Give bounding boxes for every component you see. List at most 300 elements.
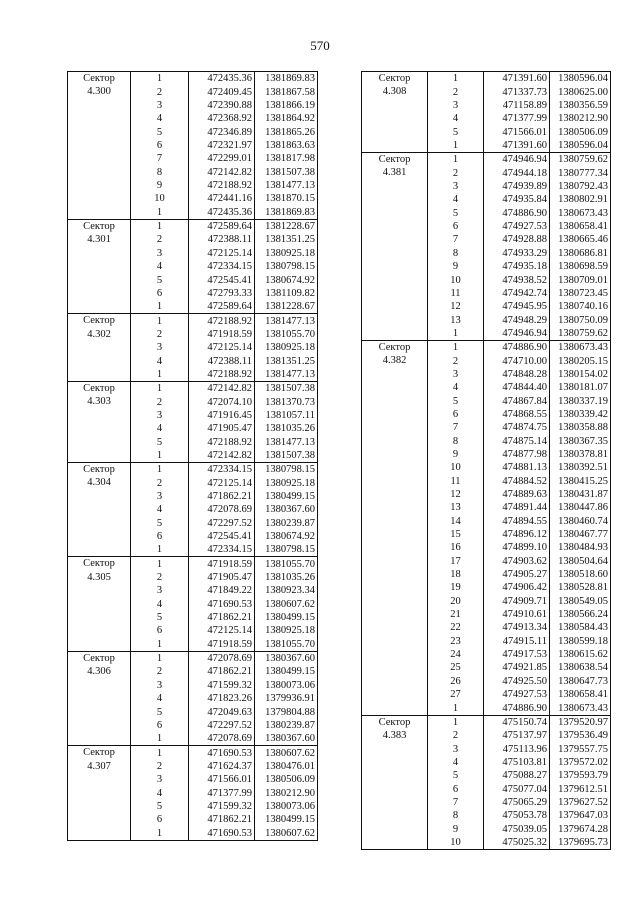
coordinate-row [68, 99, 318, 112]
coordinate-row [68, 287, 318, 300]
sector-cell [362, 448, 428, 461]
sector-cell [68, 368, 131, 382]
x-coordinate: 474948.29 [484, 313, 550, 326]
coordinate-row [68, 557, 318, 571]
point-number: 7 [428, 233, 484, 246]
sector-cell [362, 394, 428, 407]
y-coordinate: 1379612.51 [550, 782, 611, 795]
sector-cell [362, 836, 428, 850]
x-coordinate: 472334.15 [189, 543, 255, 557]
point-number: 11 [428, 287, 484, 300]
coordinate-row [362, 153, 611, 167]
point-number: 10 [428, 461, 484, 474]
y-coordinate: 1380792.43 [550, 180, 611, 193]
x-coordinate: 474935.18 [484, 260, 550, 273]
point-number: 2 [428, 729, 484, 742]
point-number: 2 [131, 665, 189, 678]
point-number: 22 [428, 621, 484, 634]
point-number: 3 [428, 742, 484, 755]
y-coordinate: 1380925.18 [255, 476, 318, 489]
sector-cell [68, 260, 131, 273]
coordinate-row [68, 611, 318, 624]
sector-cell [362, 408, 428, 421]
sector-cell [362, 648, 428, 661]
point-number: 6 [131, 813, 189, 826]
y-coordinate: 1380923.34 [255, 584, 318, 597]
y-coordinate: 1380499.15 [255, 813, 318, 826]
y-coordinate: 1380596.04 [550, 72, 611, 86]
x-coordinate: 472321.97 [189, 139, 255, 152]
coordinate-row [362, 661, 611, 674]
sector-cell [362, 674, 428, 687]
point-number: 1 [131, 449, 189, 463]
sector-cell [362, 461, 428, 474]
y-coordinate: 1380584.43 [550, 621, 611, 634]
y-coordinate: 1381864.92 [255, 112, 318, 125]
coordinate-row [68, 692, 318, 705]
sector-cell [68, 192, 131, 205]
x-coordinate: 474894.55 [484, 514, 550, 527]
x-coordinate: 472078.69 [189, 732, 255, 746]
y-coordinate: 1379520.97 [550, 715, 611, 729]
coordinate-row [362, 822, 611, 835]
x-coordinate: 472441.16 [189, 192, 255, 205]
sector-cell [68, 516, 131, 529]
point-number: 3 [131, 773, 189, 786]
y-coordinate: 1381477.13 [255, 314, 318, 328]
y-coordinate: 1380205.15 [550, 354, 611, 367]
point-number: 20 [428, 594, 484, 607]
coordinate-row [68, 314, 318, 328]
coordinate-row [362, 528, 611, 541]
y-coordinate: 1380499.15 [255, 665, 318, 678]
sector-cell [362, 581, 428, 594]
point-number: 3 [131, 99, 189, 112]
coordinate-row [68, 354, 318, 367]
y-coordinate: 1380415.25 [550, 474, 611, 487]
point-number: 5 [131, 435, 189, 448]
y-coordinate: 1381055.70 [255, 557, 318, 571]
x-coordinate: 474927.53 [484, 220, 550, 233]
x-coordinate: 474910.61 [484, 608, 550, 621]
point-number: 5 [131, 516, 189, 529]
sector-number: 4.303 [68, 395, 131, 408]
y-coordinate: 1381817.98 [255, 152, 318, 165]
coordinate-row [362, 220, 611, 233]
coordinate-row [362, 340, 611, 354]
coordinate-row [362, 756, 611, 769]
coordinate-row [68, 435, 318, 448]
coordinate-row [362, 541, 611, 554]
point-number: 24 [428, 648, 484, 661]
y-coordinate: 1381507.38 [255, 165, 318, 178]
y-coordinate: 1379557.75 [550, 742, 611, 755]
point-number: 9 [428, 260, 484, 273]
coordinate-row [68, 732, 318, 746]
sector-cell [362, 528, 428, 541]
sector-cell [362, 514, 428, 527]
coordinate-row [362, 112, 611, 125]
y-coordinate: 1380798.15 [255, 462, 318, 476]
sector-cell [68, 125, 131, 138]
x-coordinate: 474905.27 [484, 568, 550, 581]
point-number: 8 [428, 246, 484, 259]
sector-cell [68, 300, 131, 314]
sector-name: Сектор [68, 72, 131, 86]
x-coordinate: 471391.60 [484, 139, 550, 153]
point-number: 13 [428, 501, 484, 514]
y-coordinate: 1381035.26 [255, 571, 318, 584]
point-number: 4 [131, 692, 189, 705]
sector-cell [68, 637, 131, 651]
x-coordinate: 471918.59 [189, 637, 255, 651]
y-coordinate: 1380925.18 [255, 246, 318, 259]
x-coordinate: 471916.45 [189, 409, 255, 422]
x-coordinate: 472125.14 [189, 246, 255, 259]
coordinate-row [362, 85, 611, 98]
point-number: 2 [131, 571, 189, 584]
coordinate-row [362, 300, 611, 313]
sector-cell [362, 541, 428, 554]
x-coordinate: 472188.92 [189, 368, 255, 382]
x-coordinate: 474945.95 [484, 300, 550, 313]
y-coordinate: 1380154.02 [550, 368, 611, 381]
sector-cell [68, 719, 131, 732]
coordinate-row [68, 409, 318, 422]
x-coordinate: 471823.26 [189, 692, 255, 705]
y-coordinate: 1380499.15 [255, 611, 318, 624]
sector-name: Сектор [68, 314, 131, 328]
sector-cell [68, 543, 131, 557]
y-coordinate: 1380392.51 [550, 461, 611, 474]
point-number: 13 [428, 313, 484, 326]
y-coordinate: 1380647.73 [550, 674, 611, 687]
coordinate-row [68, 503, 318, 516]
coordinate-row [362, 809, 611, 822]
x-coordinate: 474886.90 [484, 206, 550, 219]
x-coordinate: 474874.75 [484, 421, 550, 434]
sector-cell [68, 732, 131, 746]
coordinate-row [362, 742, 611, 755]
y-coordinate: 1381865.26 [255, 125, 318, 138]
sector-cell [68, 449, 131, 463]
point-number: 1 [131, 314, 189, 328]
coordinate-row [68, 530, 318, 543]
y-coordinate: 1380596.04 [550, 139, 611, 153]
coordinate-row [362, 554, 611, 567]
x-coordinate: 472589.64 [189, 300, 255, 314]
y-coordinate: 1380476.01 [255, 760, 318, 773]
coordinate-row [362, 796, 611, 809]
y-coordinate: 1381055.70 [255, 328, 318, 341]
y-coordinate: 1380239.87 [255, 719, 318, 732]
coordinate-row [68, 476, 318, 489]
coordinate-row [68, 192, 318, 205]
y-coordinate: 1380467.77 [550, 528, 611, 541]
y-coordinate: 1380673.43 [550, 701, 611, 715]
sector-number: 4.304 [68, 476, 131, 489]
sector-cell [362, 260, 428, 273]
y-coordinate: 1381109.82 [255, 287, 318, 300]
sector-cell [362, 273, 428, 286]
coordinate-row [68, 584, 318, 597]
sector-cell [68, 624, 131, 637]
x-coordinate: 472188.92 [189, 179, 255, 192]
coordinate-row [68, 800, 318, 813]
sector-cell [68, 273, 131, 286]
x-coordinate: 474881.13 [484, 461, 550, 474]
x-coordinate: 472299.01 [189, 152, 255, 165]
y-coordinate: 1380599.18 [550, 634, 611, 647]
point-number: 3 [428, 99, 484, 112]
x-coordinate: 474884.52 [484, 474, 550, 487]
point-number: 15 [428, 528, 484, 541]
coordinate-row [362, 474, 611, 487]
y-coordinate: 1380658.41 [550, 688, 611, 701]
point-number: 1 [131, 557, 189, 571]
x-coordinate: 471391.60 [484, 72, 550, 86]
y-coordinate: 1381507.38 [255, 449, 318, 463]
sector-cell [68, 826, 131, 840]
sector-cell [362, 233, 428, 246]
coordinate-row [362, 648, 611, 661]
coordinate-row [68, 85, 318, 98]
x-coordinate: 474938.52 [484, 273, 550, 286]
x-coordinate: 474933.29 [484, 246, 550, 259]
sector-number: 4.305 [68, 571, 131, 584]
y-coordinate: 1381351.25 [255, 233, 318, 246]
sector-cell [362, 608, 428, 621]
sector-cell [362, 125, 428, 138]
y-coordinate: 1379536.49 [550, 729, 611, 742]
sector-cell [362, 327, 428, 341]
point-number: 1 [131, 651, 189, 665]
y-coordinate: 1379647.03 [550, 809, 611, 822]
coordinate-row [362, 166, 611, 179]
x-coordinate: 474886.90 [484, 701, 550, 715]
point-number: 1 [428, 72, 484, 86]
coordinate-row [362, 594, 611, 607]
point-number: 5 [131, 125, 189, 138]
y-coordinate: 1380566.24 [550, 608, 611, 621]
x-coordinate: 472142.82 [189, 449, 255, 463]
x-coordinate: 472545.41 [189, 530, 255, 543]
coordinate-row [68, 543, 318, 557]
point-number: 2 [131, 476, 189, 489]
x-coordinate: 475103.81 [484, 756, 550, 769]
point-number: 26 [428, 674, 484, 687]
y-coordinate: 1381057.11 [255, 409, 318, 422]
coordinate-row [362, 488, 611, 501]
x-coordinate: 472142.82 [189, 165, 255, 178]
point-number: 3 [131, 409, 189, 422]
point-number: 4 [131, 422, 189, 435]
y-coordinate: 1381863.63 [255, 139, 318, 152]
x-coordinate: 472589.64 [189, 219, 255, 233]
x-coordinate: 474946.94 [484, 153, 550, 167]
point-number: 6 [131, 624, 189, 637]
x-coordinate: 472388.11 [189, 233, 255, 246]
x-coordinate: 474909.71 [484, 594, 550, 607]
x-coordinate: 471905.47 [189, 571, 255, 584]
x-coordinate: 472142.82 [189, 381, 255, 395]
coordinate-row [68, 152, 318, 165]
y-coordinate: 1380499.15 [255, 490, 318, 503]
x-coordinate: 475113.96 [484, 742, 550, 755]
y-coordinate: 1381477.13 [255, 435, 318, 448]
coordinate-row [362, 354, 611, 367]
point-number: 1 [428, 715, 484, 729]
x-coordinate: 471624.37 [189, 760, 255, 773]
sector-cell [68, 705, 131, 718]
point-number: 2 [131, 760, 189, 773]
sector-cell [362, 621, 428, 634]
x-coordinate: 472368.92 [189, 112, 255, 125]
coordinate-row [362, 125, 611, 138]
y-coordinate: 1380506.09 [255, 773, 318, 786]
y-coordinate: 1380759.62 [550, 327, 611, 341]
coordinate-row [68, 773, 318, 786]
coordinate-row [362, 180, 611, 193]
x-coordinate: 475077.04 [484, 782, 550, 795]
coordinate-row [68, 139, 318, 152]
y-coordinate: 1380925.18 [255, 341, 318, 354]
y-coordinate: 1380367.60 [255, 651, 318, 665]
sector-cell [362, 112, 428, 125]
x-coordinate: 472074.10 [189, 395, 255, 408]
point-number: 3 [428, 180, 484, 193]
point-number: 4 [428, 381, 484, 394]
point-number: 1 [428, 327, 484, 341]
coordinate-row [362, 782, 611, 795]
x-coordinate: 472078.69 [189, 503, 255, 516]
coordinate-row [362, 394, 611, 407]
sector-cell [68, 409, 131, 422]
coordinate-row [362, 568, 611, 581]
x-coordinate: 474903.62 [484, 554, 550, 567]
x-coordinate: 474889.63 [484, 488, 550, 501]
point-number: 7 [428, 796, 484, 809]
y-coordinate: 1380607.62 [255, 746, 318, 760]
coordinate-row [362, 501, 611, 514]
x-coordinate: 471377.99 [484, 112, 550, 125]
x-coordinate: 475053.78 [484, 809, 550, 822]
point-number: 6 [428, 782, 484, 795]
y-coordinate: 1380484.93 [550, 541, 611, 554]
coordinate-row [362, 273, 611, 286]
sector-cell [68, 165, 131, 178]
x-coordinate: 475025.32 [484, 836, 550, 850]
y-coordinate: 1380665.46 [550, 233, 611, 246]
coordinate-row [362, 448, 611, 461]
y-coordinate: 1380674.92 [255, 530, 318, 543]
point-number: 8 [428, 809, 484, 822]
sector-cell [68, 786, 131, 799]
x-coordinate: 474915.11 [484, 634, 550, 647]
x-coordinate: 474935.84 [484, 193, 550, 206]
y-coordinate: 1380802.91 [550, 193, 611, 206]
coordinate-row [68, 381, 318, 395]
sector-name: Сектор [68, 746, 131, 760]
point-number: 4 [428, 112, 484, 125]
x-coordinate: 471690.53 [189, 826, 255, 840]
sector-cell [362, 634, 428, 647]
y-coordinate: 1380528.81 [550, 581, 611, 594]
sector-name: Сектор [362, 340, 428, 354]
x-coordinate: 471599.32 [189, 800, 255, 813]
sector-name: Сектор [362, 153, 428, 167]
x-coordinate: 472793.33 [189, 287, 255, 300]
point-number: 1 [131, 72, 189, 86]
y-coordinate: 1380723.45 [550, 287, 611, 300]
coordinate-row [68, 368, 318, 382]
sector-number: 4.300 [68, 85, 131, 98]
y-coordinate: 1380506.09 [550, 125, 611, 138]
x-coordinate: 474925.50 [484, 674, 550, 687]
y-coordinate: 1379804.88 [255, 705, 318, 718]
coordinates-table-right [361, 71, 611, 850]
y-coordinate: 1381035.26 [255, 422, 318, 435]
point-number: 4 [131, 112, 189, 125]
sector-cell [68, 611, 131, 624]
point-number: 3 [131, 490, 189, 503]
sector-cell [68, 246, 131, 259]
sector-name: Сектор [362, 715, 428, 729]
coordinate-row [362, 287, 611, 300]
coordinate-row [68, 395, 318, 408]
coordinate-row [362, 139, 611, 153]
point-number: 3 [131, 246, 189, 259]
y-coordinate: 1380750.09 [550, 313, 611, 326]
y-coordinate: 1381870.15 [255, 192, 318, 205]
coordinate-row [68, 786, 318, 799]
sector-cell [362, 300, 428, 313]
y-coordinate: 1380686.81 [550, 246, 611, 259]
point-number: 4 [131, 260, 189, 273]
point-number: 14 [428, 514, 484, 527]
coordinate-row [362, 836, 611, 850]
coordinate-row [68, 826, 318, 840]
point-number: 4 [428, 193, 484, 206]
sector-number: 4.301 [68, 233, 131, 246]
coordinate-row [68, 72, 318, 86]
coordinate-row [68, 341, 318, 354]
y-coordinate: 1381477.13 [255, 368, 318, 382]
coordinate-row [362, 408, 611, 421]
sector-cell [362, 809, 428, 822]
x-coordinate: 474942.74 [484, 287, 550, 300]
sector-cell [68, 800, 131, 813]
y-coordinate: 1380549.05 [550, 594, 611, 607]
x-coordinate: 474928.88 [484, 233, 550, 246]
x-coordinate: 474946.94 [484, 327, 550, 341]
y-coordinate: 1380073.06 [255, 800, 318, 813]
sector-cell [362, 99, 428, 112]
sector-cell [68, 490, 131, 503]
coordinate-row [362, 461, 611, 474]
x-coordinate: 471566.01 [484, 125, 550, 138]
coordinate-row [68, 490, 318, 503]
y-coordinate: 1380431.87 [550, 488, 611, 501]
x-coordinate: 474710.00 [484, 354, 550, 367]
point-number: 5 [131, 705, 189, 718]
coordinate-row [68, 165, 318, 178]
coordinate-row [68, 746, 318, 760]
point-number: 3 [131, 584, 189, 597]
y-coordinate: 1380239.87 [255, 516, 318, 529]
sector-cell [68, 597, 131, 610]
point-number: 17 [428, 554, 484, 567]
